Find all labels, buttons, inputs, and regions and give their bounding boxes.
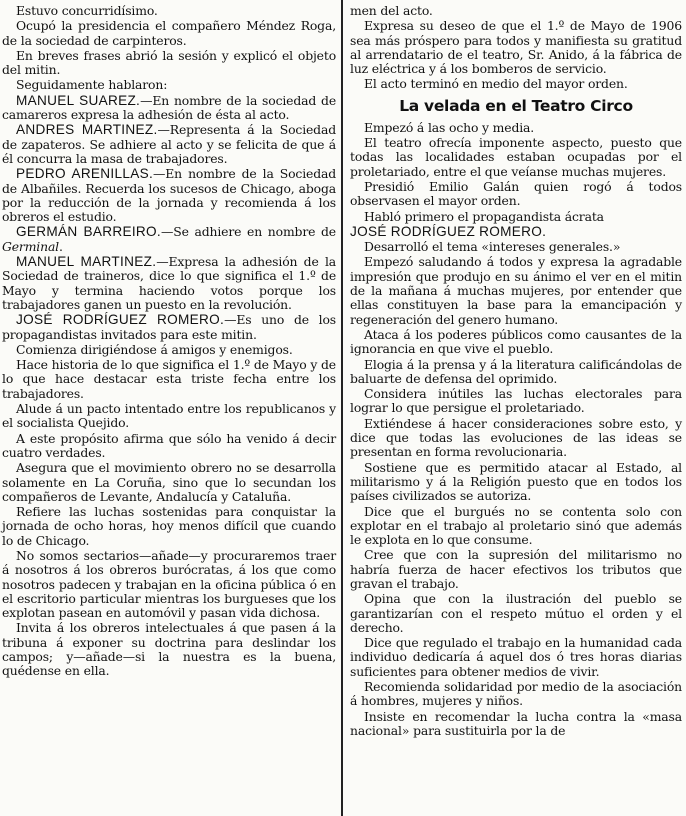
- paragraph-text: —Expresa la adhesión de la Sociedad de traineros, dice lo que significa el 1.º de Mayo y termina haciendo votos porque los trabajadores ganen un puesto en la revolución.: [2, 254, 337, 312]
- paragraph-text: Recomienda solidaridad por medio de la asociación á hombres, mujeres y niños.: [350, 679, 682, 709]
- speaker-paragraph: [350, 225, 682, 239]
- article-paragraph: [350, 710, 682, 739]
- article-paragraph: [350, 328, 682, 357]
- article-paragraph: [2, 78, 336, 92]
- paragraph-text: Hace historia de lo que significa el 1.º de Mayo y de lo que hace destacar esta triste fecha entre los trabajadores.: [2, 357, 336, 401]
- paragraph-tail: .: [59, 238, 63, 254]
- paragraph-text: —Se adhiere en nombre de: [160, 224, 336, 240]
- article-paragraph: [350, 461, 682, 504]
- article-paragraph: [2, 461, 336, 504]
- paragraph-text: Expresa su deseo de que el 1.º de Mayo de 1906 sea más próspero para todos y manifiesta su gratitud al arrendatario de el teatro, Sr. Anido, á la fábrica de luz eléctrica y á los bomberos de servicio.: [350, 18, 682, 77]
- speaker-name: MANUEL MARTINEZ.: [16, 254, 157, 270]
- paragraph-text: Desarrolló el tema «intereses generales.»: [364, 239, 621, 255]
- article-paragraph: [350, 358, 682, 387]
- speaker-paragraph: [2, 255, 336, 312]
- article-paragraph: [2, 358, 336, 401]
- speaker-name: GERMÁN BARREIRO.: [16, 224, 161, 240]
- article-paragraph: [350, 19, 682, 76]
- speaker-name: MANUEL SUAREZ.: [16, 92, 141, 108]
- speaker-paragraph: [2, 167, 336, 224]
- article-paragraph: [2, 432, 336, 461]
- paragraph-text: Estuvo concurridísimo.: [16, 3, 158, 18]
- right-column-continuation: [350, 4, 682, 92]
- paragraph-text: Refiere las luchas sostenidas para conquistar la jornada de ocho horas, hoy menos difícil que cuando lo de Chicago.: [2, 504, 336, 548]
- paragraph-text: Ocupó la presidencia el compañero Méndez Roga, de la sociedad de carpinteros.: [2, 18, 336, 48]
- article-paragraph: [2, 402, 336, 431]
- paragraph-text: Habló primero el propagandista ácrata: [364, 208, 604, 224]
- article-paragraph: [2, 19, 336, 48]
- paragraph-text: A este propósito afirma que sólo ha venido á decir cuatro verdades.: [2, 430, 336, 460]
- article-paragraph: [2, 4, 336, 18]
- article-paragraph: [2, 505, 336, 548]
- article-paragraph: [350, 592, 682, 635]
- paragraph-text: Extiéndese á hacer consideraciones sobre esto, y dice que todas las evoluciones de las ideas se presentan en forma revolucionaria.: [350, 415, 682, 460]
- speaker-paragraph: [2, 225, 336, 254]
- article-paragraph: [350, 180, 682, 209]
- right-column: [344, 0, 684, 816]
- paragraph-text: Invita á los obreros intelectuales á que pasen á la tribuna á exponer su doctrina para deslindar los campos; y—añade—si la nuestra es la buena, quédense en ella.: [2, 620, 336, 679]
- article-paragraph: [350, 210, 682, 224]
- paragraph-text: Opina que con la ilustración del pueblo se garantizarían con el respeto mútuo el orden y el derecho.: [350, 591, 682, 635]
- paragraph-text: Alude á un pacto intentado entre los republicanos y el socialista Quejido.: [2, 401, 336, 431]
- paragraph-text: Seguidamente hablaron:: [16, 77, 168, 93]
- paragraph-text: Insiste en recomendar la lucha contra la «masa nacional» para sustituirla por la de: [350, 708, 682, 738]
- paragraph-text: El acto terminó en medio del mayor orden.: [364, 76, 628, 92]
- speaker-name: PEDRO ARENILLAS.: [16, 166, 154, 182]
- paragraph-text: No somos sectarios—añade—y procuraremos traer á nosotros á los obreros burócratas, á los que como nosotros padecen y trabajan en la oficina pública ó en el escritorio particular mientras los burgueses que los explotan pasean en automóvil y pasan vida dichosa.: [2, 547, 336, 621]
- paragraph-text: —En nombre de la Sociedad de Albañiles. Recuerda los sucesos de Chicago, aboga por la reducción de la jornada y recomienda á los obreros el estudio.: [2, 166, 336, 225]
- paragraph-text: En breves frases abrió la sesión y explicó el objeto del mitin.: [2, 47, 336, 78]
- paragraph-text: Empezó saludando á todos y expresa la agradable impresión que produjo en su ánimo el ver en el mitin de la mañana á muchas mujeres, por entender que ellas constituyen la base para la emancipación y regeneración del genero humano.: [350, 254, 682, 327]
- paragraph-text: Empezó á las ocho y media.: [364, 119, 535, 135]
- article-paragraph: [350, 417, 682, 460]
- article-paragraph: [350, 505, 682, 548]
- paragraph-text: Sostiene que es permitido atacar al Estado, al militarismo y á la Religión puesto que en todos los países civilizados se autoriza.: [350, 459, 682, 504]
- article-paragraph: [2, 49, 336, 78]
- paragraph-text: Elogia á la prensa y á la literatura calificándolas de baluarte de defensa del oprimido.: [350, 356, 682, 386]
- speaker-name: JOSÉ RODRÍGUEZ ROMERO.: [16, 312, 225, 328]
- article-paragraph: [350, 121, 682, 135]
- paragraph-text: Dice que el burgués no se contenta solo con explotar en el trabajo al proletario sinó que además le explota en lo que consume.: [350, 503, 682, 548]
- article-paragraph: [350, 77, 682, 91]
- right-column-body: [350, 121, 682, 738]
- article-paragraph: [2, 549, 336, 620]
- paragraph-text: —Es uno de los propagandistas invitados para este mitin.: [2, 312, 336, 342]
- paragraph-text: Presidió Emilio Galán quien rogó á todos observasen el mayor orden.: [350, 178, 682, 209]
- paragraph-text: Dice que regulado el trabajo en la humanidad cada individuo dedicaría á aquel dos ó tres horas diarias suficientes para obtener medios de vivir.: [350, 635, 682, 679]
- paragraph-text: —En nombre de la sociedad de camareros expresa la adhesión de ésta al acto.: [2, 92, 336, 123]
- speaker-paragraph: [2, 313, 336, 342]
- section-title: La velada en el Teatro Circo: [399, 96, 633, 115]
- paragraph-text: Asegura que el movimiento obrero no se desarrolla solamente en La Coruña, sino que lo secundan los compañeros de Levante, Andalucía y Cataluña.: [2, 460, 336, 504]
- speaker-name: JOSÉ RODRÍGUEZ ROMERO.: [350, 223, 547, 239]
- article-paragraph: [350, 387, 682, 416]
- paragraph-text: Comienza dirigiéndose á amigos y enemigos.: [16, 341, 293, 357]
- left-column: [0, 0, 340, 816]
- article-paragraph: [350, 255, 682, 326]
- column-divider: [341, 0, 343, 816]
- speaker-paragraph: [2, 123, 336, 166]
- paragraph-text: Cree que con la supresión del militarismo no habría fuerza de hacer efectivos los tributos que gravan el trabajo.: [350, 547, 682, 591]
- article-paragraph: [350, 4, 682, 18]
- article-paragraph: [350, 240, 682, 254]
- speaker-paragraph: [2, 94, 336, 123]
- article-paragraph: [2, 621, 336, 678]
- paragraph-text: El teatro ofrecía imponente aspecto, puesto que todas las localidades estaban ocupadas por el proletariado, entre el que veíanse muchas mujeres.: [350, 135, 682, 179]
- article-paragraph: [350, 136, 682, 179]
- paragraph-text: Considera inútiles las luchas electorales para lograr lo que persigue el proletariado.: [350, 386, 682, 416]
- article-paragraph: [2, 343, 336, 357]
- italic-text: Germinal: [2, 238, 59, 254]
- article-paragraph: [350, 548, 682, 591]
- paragraph-text: Ataca á los poderes públicos como causantes de la ignorancia en que vive el pueblo.: [350, 326, 682, 357]
- article-paragraph: [350, 680, 682, 709]
- speaker-name: ANDRES MARTINEZ.: [16, 122, 158, 138]
- article-paragraph: [350, 636, 682, 679]
- paragraph-text: men del acto.: [350, 3, 433, 18]
- paragraph-text: —Representa á la Sociedad de zapateros. Se adhiere al acto y se felicita de que á él concurra la masa de trabajadores.: [2, 122, 336, 166]
